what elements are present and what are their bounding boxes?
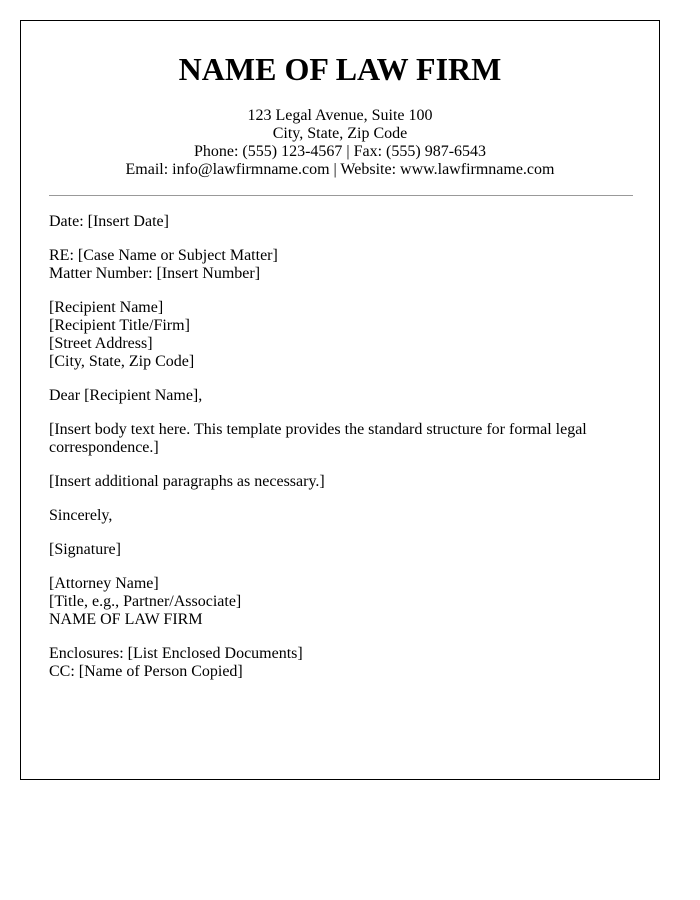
recipient-name: [Recipient Name] bbox=[49, 299, 164, 316]
letter-page bbox=[20, 20, 660, 780]
enclosures-line: Enclosures: [List Enclosed Documents] bbox=[49, 645, 303, 662]
firm-name-heading: NAME OF LAW FIRM bbox=[178, 51, 502, 87]
recipient-title-firm: [Recipient Title/Firm] bbox=[49, 317, 190, 334]
recipient-block bbox=[49, 299, 633, 371]
reference-block bbox=[49, 247, 633, 283]
salutation: Dear [Recipient Name], bbox=[49, 387, 203, 404]
date-line: Date: [Insert Date] bbox=[49, 213, 169, 230]
letter-body bbox=[49, 213, 633, 697]
address-line-1: 123 Legal Avenue, Suite 100 bbox=[247, 107, 433, 124]
signature-placeholder: [Signature] bbox=[49, 541, 121, 558]
body-paragraph-1-text: [Insert body text here. This template provides the standard structure for formal legal correspondence.] bbox=[49, 421, 587, 456]
signer-firm: NAME OF LAW FIRM bbox=[49, 611, 203, 628]
letterhead-contact bbox=[21, 107, 659, 179]
letterhead-divider bbox=[49, 195, 633, 196]
signer-name: [Attorney Name] bbox=[49, 575, 159, 592]
re-line: RE: [Case Name or Subject Matter] bbox=[49, 247, 278, 264]
signer-title: [Title, e.g., Partner/Associate] bbox=[49, 593, 242, 610]
closing-block bbox=[49, 507, 633, 525]
recipient-street: [Street Address] bbox=[49, 335, 153, 352]
phone-fax-line: Phone: (555) 123-4567 | Fax: (555) 987-6543 bbox=[193, 143, 487, 160]
email-website-line: Email: info@lawfirmname.com | Website: www.lawfirmname.com bbox=[125, 161, 555, 178]
body-paragraph-2 bbox=[49, 473, 633, 491]
recipient-city-state-zip: [City, State, Zip Code] bbox=[49, 353, 195, 370]
cc-line: CC: [Name of Person Copied] bbox=[49, 663, 243, 680]
date-block bbox=[49, 213, 633, 231]
signature-block bbox=[49, 541, 633, 559]
body-paragraph-1 bbox=[49, 421, 633, 457]
matter-number-line: Matter Number: [Insert Number] bbox=[49, 265, 261, 282]
body-paragraph-2-text: [Insert additional paragraphs as necessary.] bbox=[49, 473, 325, 490]
signer-block bbox=[49, 575, 633, 629]
enclosures-cc-block bbox=[49, 645, 633, 681]
address-line-2: City, State, Zip Code bbox=[272, 125, 408, 142]
closing: Sincerely, bbox=[49, 507, 113, 524]
salutation-block bbox=[49, 387, 633, 405]
